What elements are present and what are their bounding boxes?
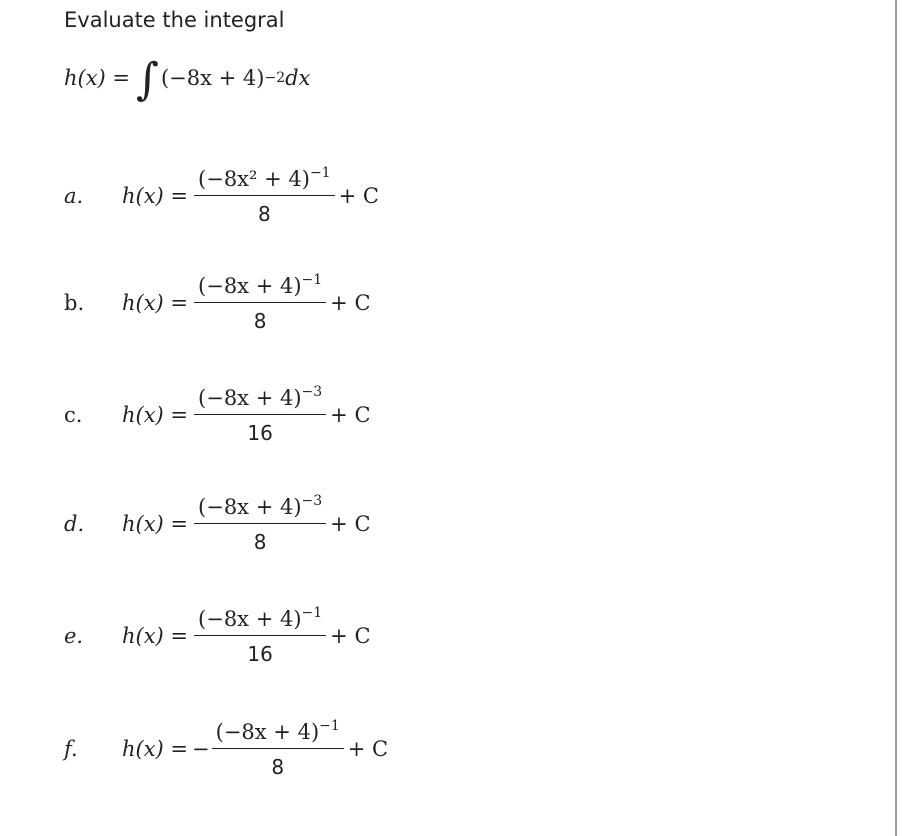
option-lhs: h(x) =	[122, 291, 189, 315]
option-a[interactable]	[64, 156, 379, 236]
option-c[interactable]	[64, 375, 371, 455]
option-lhs: h(x) =	[122, 737, 189, 761]
option-fraction	[194, 383, 326, 445]
fraction-denominator: 8	[271, 754, 285, 779]
fraction-denominator: 16	[247, 420, 273, 445]
option-sign: −	[192, 737, 210, 761]
fraction-denominator: 8	[253, 308, 267, 333]
option-letter: a.	[64, 184, 84, 208]
constant-term: + C	[338, 184, 379, 208]
numerator-exponent: −1	[319, 717, 340, 734]
numerator-base: (−8x + 4)	[198, 273, 302, 298]
option-b[interactable]	[64, 263, 371, 343]
numerator-base: (−8x + 4)	[198, 606, 302, 631]
constant-term: + C	[330, 624, 371, 648]
numerator-exponent: −1	[301, 604, 323, 621]
integral-sign-icon: ∫	[136, 54, 159, 105]
fraction-denominator: 8	[253, 529, 267, 554]
option-letter: e.	[64, 624, 84, 648]
option-f[interactable]	[64, 709, 388, 789]
fraction-denominator: 8	[257, 201, 271, 226]
option-d[interactable]	[64, 484, 371, 564]
numerator-exponent: −3	[301, 492, 323, 509]
option-lhs: h(x) =	[122, 184, 189, 208]
numerator-base: (−8x + 4)	[198, 494, 302, 519]
constant-term: + C	[330, 291, 371, 315]
constant-term: + C	[330, 403, 371, 427]
option-fraction	[194, 604, 326, 666]
option-lhs: h(x) =	[122, 624, 189, 648]
fraction-denominator: 16	[247, 641, 273, 666]
option-letter: f.	[64, 737, 78, 761]
prompt-text: Evaluate the integral	[64, 8, 285, 32]
numerator-base: (−8x + 4)	[215, 719, 320, 744]
option-lhs: h(x) =	[122, 403, 189, 427]
option-fraction	[194, 271, 326, 333]
fraction-numerator	[194, 271, 326, 303]
numerator-base: (−8x² + 4)	[198, 166, 310, 191]
numerator-exponent: −1	[301, 271, 323, 288]
numerator-exponent: −3	[301, 383, 323, 400]
fraction-numerator	[194, 383, 326, 415]
option-fraction	[194, 492, 326, 554]
option-e[interactable]	[64, 596, 371, 676]
option-lhs: h(x) =	[122, 512, 189, 536]
constant-term: + C	[347, 737, 389, 761]
option-letter: c.	[64, 403, 83, 427]
numerator-exponent: −1	[309, 164, 331, 181]
option-letter: b.	[64, 291, 85, 315]
numerator-base: (−8x + 4)	[198, 385, 302, 410]
option-letter: d.	[64, 512, 85, 536]
given-lhs: h(x) =	[64, 66, 131, 90]
option-fraction	[194, 164, 335, 226]
given-integral: h(x) = ∫ (−8x + 4) −2 dx	[64, 54, 311, 105]
fraction-numerator	[194, 604, 326, 636]
integrand-base: (−8x + 4)	[160, 66, 265, 90]
constant-term: + C	[330, 512, 371, 536]
fraction-numerator	[212, 717, 344, 749]
page-border	[895, 0, 897, 836]
differential: dx	[285, 66, 311, 90]
fraction-numerator	[194, 164, 335, 196]
option-fraction	[212, 717, 344, 779]
fraction-numerator	[194, 492, 326, 524]
